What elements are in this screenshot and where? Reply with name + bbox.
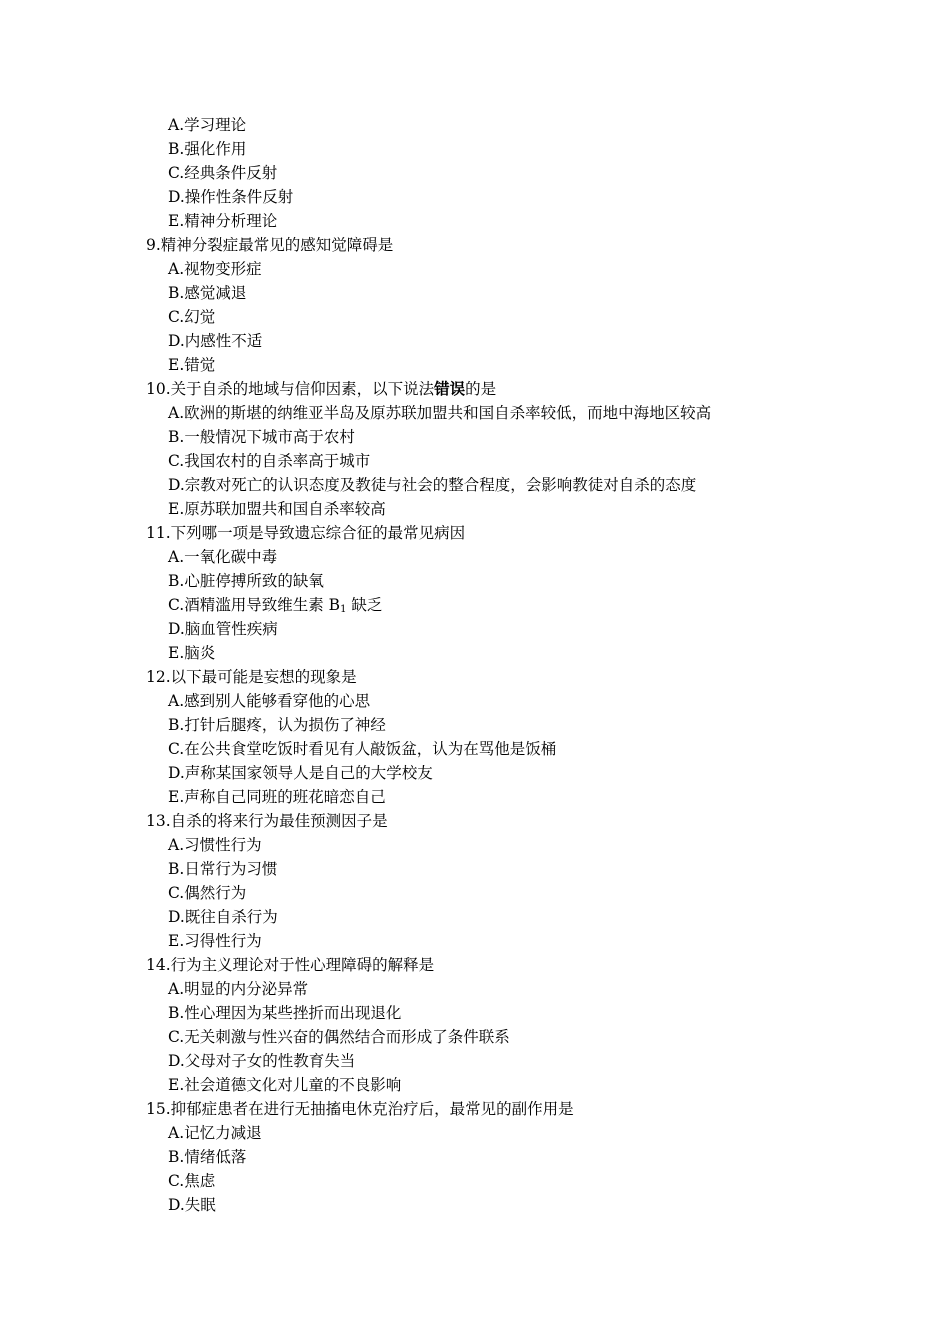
question-9-option-b: B.感觉减退: [168, 284, 247, 302]
question-13-stem: 13.自杀的将来行为最佳预测因子是: [146, 812, 388, 830]
question-12-option-a: A.感到别人能够看穿他的心思: [168, 692, 371, 710]
question-11-option-d: D.脑血管性疾病: [168, 620, 278, 638]
question-10-stem-end: 的是: [465, 380, 497, 398]
question-15-option-c: C.焦虑: [168, 1172, 216, 1190]
question-11-option-c-tail: 缺乏: [346, 596, 383, 614]
question-15-option-b: B.情绪低落: [168, 1148, 247, 1166]
question-12-stem: 12.以下最可能是妄想的现象是: [146, 668, 357, 686]
question-9-stem: 9.精神分裂症最常见的感知觉障碍是: [146, 236, 394, 254]
question-10-option-a: A.欧洲的斯堪的纳维亚半岛及原苏联加盟共和国自杀率较低，而地中海地区较高: [168, 404, 712, 422]
question-10-option-d: D.宗教对死亡的认识态度及教徒与社会的整合程度，会影响教徒对自杀的态度: [168, 476, 697, 494]
question-10-stem-emphasis: 错误: [434, 379, 466, 398]
question-14-option-d: D.父母对子女的性教育失当: [168, 1052, 356, 1070]
question-11-option-b: B.心脏停搏所致的缺氧: [168, 572, 324, 590]
question-10-option-c: C.我国农村的自杀率高于城市: [168, 452, 371, 470]
question-11-option-a: A.一氧化碳中毒: [168, 548, 278, 566]
question-15-stem: 15.抑郁症患者在进行无抽搐电休克治疗后，最常见的副作用是: [146, 1100, 574, 1118]
question-11-option-c-text: C.酒精滥用导致维生素 B: [168, 596, 341, 614]
question-15-option-a: A.记忆力减退: [168, 1124, 262, 1142]
question-9-option-c: C.幻觉: [168, 308, 216, 326]
question-14-option-b: B.性心理因为某些挫折而出现退化: [168, 1004, 402, 1022]
prev-question-option-a: A.学习理论: [168, 116, 247, 134]
question-10-option-e: E.原苏联加盟共和国自杀率较高: [168, 500, 386, 518]
question-9-option-e: E.错觉: [168, 356, 216, 374]
prev-question-option-b: B.强化作用: [168, 140, 247, 158]
question-9-option-d: D.内感性不适: [168, 332, 263, 350]
question-13-option-a: A.习惯性行为: [168, 836, 262, 854]
prev-question-option-d: D.操作性条件反射: [168, 188, 294, 206]
question-13-option-c: C.偶然行为: [168, 884, 247, 902]
prev-question-option-c: C.经典条件反射: [168, 164, 278, 182]
question-10-stem: [146, 377, 866, 401]
question-9-option-a: A.视物变形症: [168, 260, 262, 278]
question-11-option-c: [146, 593, 866, 617]
question-10-option-b: B.一般情况下城市高于农村: [168, 428, 355, 446]
prev-question-option-e: E.精神分析理论: [168, 212, 278, 230]
question-14-stem: 14.行为主义理论对于性心理障碍的解释是: [146, 956, 435, 974]
vitamin-subscript: 1: [340, 604, 347, 615]
question-13-option-d: D.既往自杀行为: [168, 908, 278, 926]
question-14-option-c: C.无关刺激与性兴奋的偶然结合而形成了条件联系: [168, 1028, 510, 1046]
question-12-option-c: C.在公共食堂吃饭时看见有人敲饭盆，认为在骂他是饭桶: [168, 740, 557, 758]
question-15-option-d: D.失眠: [168, 1196, 216, 1214]
question-11-option-e: E.脑炎: [168, 644, 216, 662]
question-11-stem: 11.下列哪一项是导致遗忘综合征的最常见病因: [146, 524, 466, 542]
question-12-option-b: B.打针后腿疼，认为损伤了神经: [168, 716, 386, 734]
question-14-option-a: A.明显的内分泌异常: [168, 980, 309, 998]
question-13-option-e: E.习得性行为: [168, 932, 262, 950]
question-13-option-b: B.日常行为习惯: [168, 860, 278, 878]
question-10-stem-start: 10.关于自杀的地域与信仰因素，以下说法: [146, 380, 435, 398]
question-14-option-e: E.社会道德文化对儿童的不良影响: [168, 1076, 402, 1094]
question-12-option-e: E.声称自己同班的班花暗恋自己: [168, 788, 386, 806]
question-12-option-d: D.声称某国家领导人是自己的大学校友: [168, 764, 433, 782]
question-list: [146, 113, 866, 1217]
